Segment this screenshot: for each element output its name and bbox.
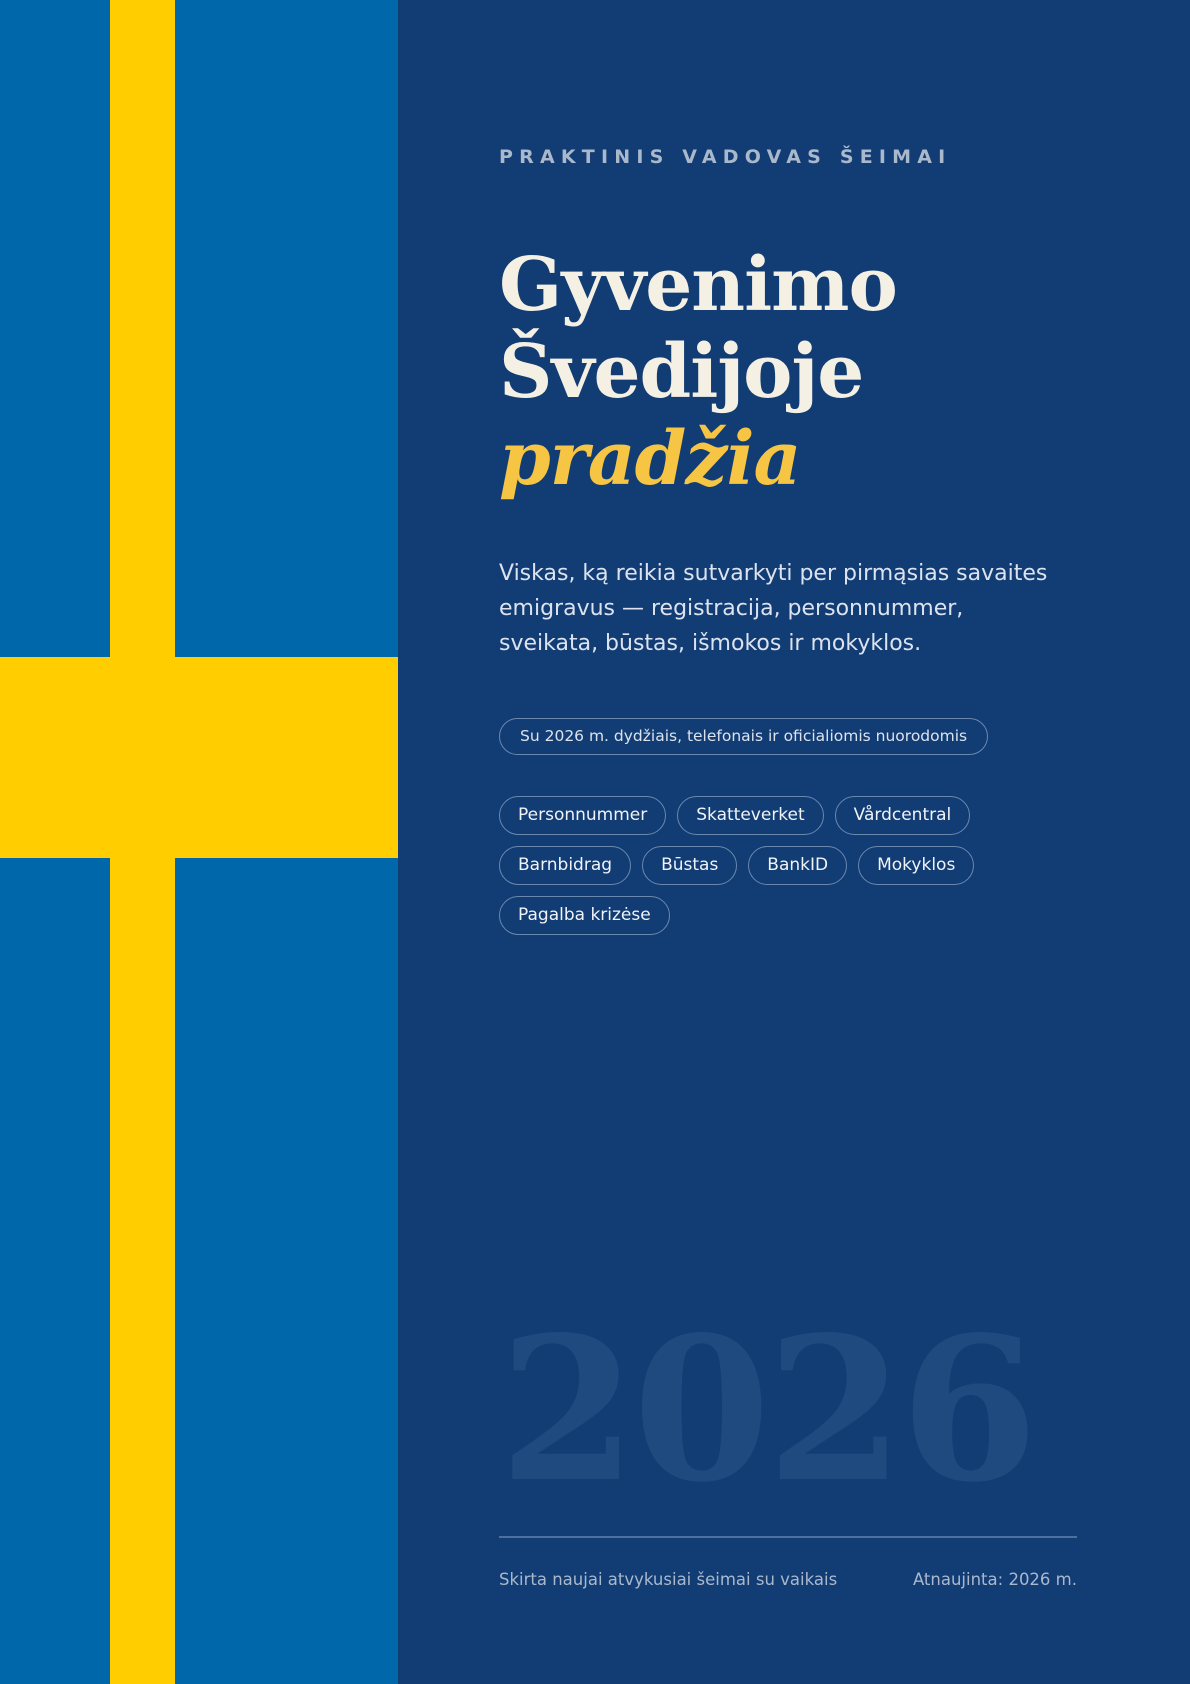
title-line-1: Gyvenimo <box>499 242 897 328</box>
footer <box>499 1570 1077 1589</box>
lead-paragraph: Viskas, ką reikia sutvarkyti per pirmąsias savaites emigravus — registracija, personnummer, sveikata, būstas, išmokos ir mokyklos. <box>499 561 1048 656</box>
note-pill: Su 2026 m. dydžiais, telefonais ir oficialiomis nuorodomis <box>499 718 988 755</box>
tag-skatteverket: Skatteverket <box>677 796 823 835</box>
title-accent: pradžia <box>499 416 801 502</box>
flag-cross-horizontal <box>0 657 398 858</box>
tag-personnummer: Personnummer <box>499 796 666 835</box>
tag-bankid: BankID <box>748 846 847 885</box>
year-watermark: 2026 <box>499 1293 1035 1526</box>
tag-pagalba-krizese: Pagalba krizėse <box>499 896 670 935</box>
tag-barnbidrag: Barnbidrag <box>499 846 631 885</box>
cover-content <box>499 0 1077 1684</box>
topic-tags <box>499 796 1077 935</box>
footer-updated: Atnaujinta: 2026 m. <box>912 1570 1077 1589</box>
footer-divider <box>499 1536 1077 1538</box>
tag-vardcentral: Vårdcentral <box>835 796 971 835</box>
footer-audience: Skirta naujai atvykusiai šeimai su vaikais <box>499 1570 838 1589</box>
tag-mokyklos: Mokyklos <box>858 846 974 885</box>
title-line-2: Švedijoje <box>499 329 864 415</box>
tag-bustas: Būstas <box>642 846 737 885</box>
eyebrow-label: PRAKTINIS VADOVAS ŠEIMAI <box>499 146 952 168</box>
cover-title <box>499 242 897 503</box>
swedish-flag <box>0 0 398 1684</box>
